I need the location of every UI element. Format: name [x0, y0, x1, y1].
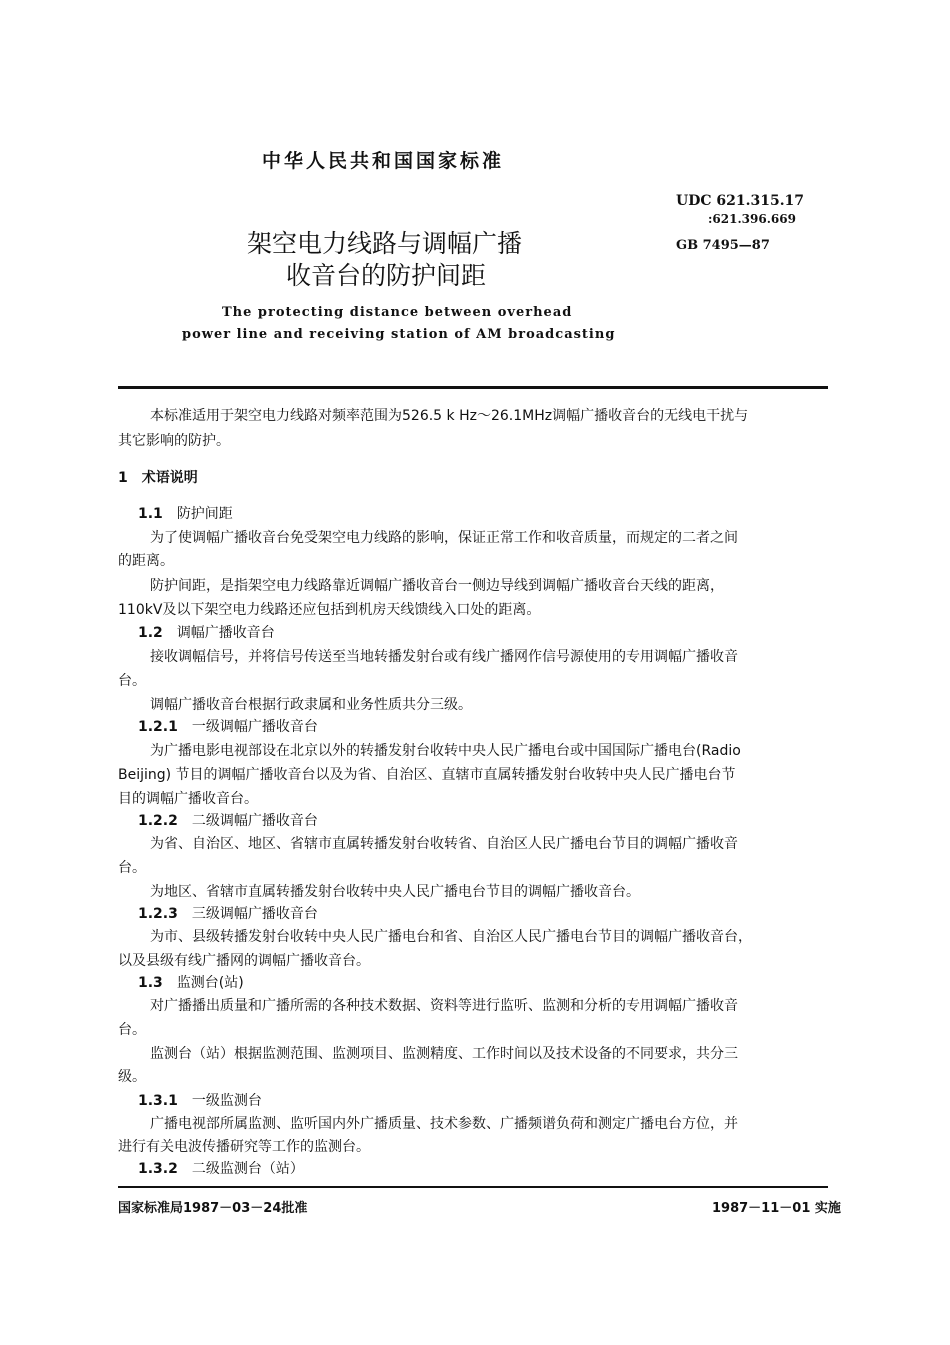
s11-p1-line-1: 为了使调幅广播收音台免受架空电力线路的影响，保证正常工作和收音质量，而规定的二者之间	[150, 530, 738, 546]
s12-p2: 调幅广播收音台根据行政隶属和业务性质共分三级。	[150, 697, 472, 713]
footer-divider	[118, 1186, 828, 1188]
gb-number: GB 7495—87	[676, 238, 770, 253]
section-number: 1.3.2	[138, 1161, 178, 1177]
section-title: 二级监测台（站）	[191, 1161, 304, 1177]
section-title: 三级调幅广播收音台	[191, 906, 318, 922]
intro-line-1: 本标准适用于架空电力线路对频率范围为526.5 k Hz～26.1MHz调幅广播收音台的无线电干扰与	[150, 408, 749, 424]
s11-p2-line-2: 110kV及以下架空电力线路还应包括到机房天线馈线入口处的距离。	[118, 602, 541, 618]
section-1-2-heading	[138, 622, 275, 642]
s131-p-line-2: 进行有关电波传播研究等工作的监测台。	[118, 1139, 370, 1155]
s13-p2-line-1: 监测台（站）根据监测范围、监测项目、监测精度、工作时间以及技术设备的不同要求，共分三	[150, 1046, 738, 1062]
s122-p2: 为地区、省辖市直属转播发射台收转中央人民广播电台节目的调幅广播收音台。	[150, 884, 640, 900]
s12-p1-line-1: 接收调幅信号，并将信号传送至当地转播发射台或有线广播网作信号源使用的专用调幅广播收音	[150, 649, 738, 665]
english-title-line-2: power line and receiving station of AM broadcasting	[182, 327, 616, 342]
section-1-2-1-heading	[138, 716, 318, 736]
s121-p-line-1: 为广播电影电视部设在北京以外的转播发射台收转中央人民广播电台或中国国际广播电台(Radio	[150, 743, 741, 759]
english-title-line-1: The protecting distance between overhead	[222, 305, 573, 320]
s121-p-line-2: Beijing) 节目的调幅广播收音台以及为省、自治区、直辖市直属转播发射台收转中央人民广播电台节	[118, 767, 736, 783]
s11-p1-line-2: 的距离。	[118, 553, 174, 569]
effective-date: 1987－11－01 实施	[712, 1201, 841, 1216]
s13-p2-line-2: 级。	[118, 1069, 146, 1085]
section-number: 1.1	[138, 506, 163, 522]
section-title: 监测台(站)	[176, 975, 244, 991]
udc-code-1: UDC 621.315.17	[676, 193, 805, 209]
section-1-2-2-heading	[138, 810, 318, 830]
udc-code-2: :621.396.669	[708, 212, 796, 226]
s131-p-line-1: 广播电视部所属监测、监听国内外广播质量、技术参数、广播频谱负荷和测定广播电台方位，并	[150, 1116, 738, 1132]
section-title: 防护间距	[176, 506, 233, 522]
section-title: 一级监测台	[191, 1093, 262, 1109]
title-line-2: 收音台的防护间距	[286, 261, 487, 290]
section-number: 1.2.1	[138, 719, 178, 735]
section-1-heading	[118, 467, 198, 487]
header-divider	[118, 386, 828, 389]
section-1-2-3-heading	[138, 903, 318, 923]
s12-p1-line-2: 台。	[118, 673, 146, 689]
section-number: 1.3.1	[138, 1093, 178, 1109]
s123-p-line-1: 为市、县级转播发射台收转中央人民广播电台和省、自治区人民广播电台节目的调幅广播收音台，	[150, 929, 752, 945]
section-number: 1.2.2	[138, 813, 178, 829]
s13-p1-line-2: 台。	[118, 1022, 146, 1038]
intro-line-2: 其它影响的防护。	[118, 433, 230, 449]
section-number: 1	[118, 470, 128, 486]
section-number: 1.2	[138, 625, 163, 641]
s122-p1-line-1: 为省、自治区、地区、省辖市直属转播发射台收转省、自治区人民广播电台节目的调幅广播收音	[150, 836, 738, 852]
approval-date: 国家标准局1987－03－24批准	[118, 1201, 308, 1216]
section-1-1-heading	[138, 503, 233, 523]
section-title: 调幅广播收音台	[176, 625, 275, 641]
s121-p-line-3: 目的调幅广播收音台。	[118, 791, 258, 807]
s13-p1-line-1: 对广播播出质量和广播所需的各种技术数据、资料等进行监听、监测和分析的专用调幅广播收音	[150, 998, 738, 1014]
s123-p-line-2: 以及县级有线广播网的调幅广播收音台。	[118, 953, 370, 969]
national-standard-label: 中华人民共和国国家标准	[262, 150, 505, 172]
section-title: 二级调幅广播收音台	[191, 813, 318, 829]
section-number: 1.2.3	[138, 906, 178, 922]
section-1-3-1-heading	[138, 1090, 262, 1110]
section-1-3-2-heading	[138, 1158, 304, 1178]
section-title: 术语说明	[141, 470, 198, 486]
s122-p1-line-2: 台。	[118, 860, 146, 876]
section-number: 1.3	[138, 975, 163, 991]
s11-p2-line-1: 防护间距，是指架空电力线路靠近调幅广播收音台一侧边导线到调幅广播收音台天线的距离，	[150, 578, 724, 594]
section-1-3-heading	[138, 972, 244, 992]
title-line-1: 架空电力线路与调幅广播	[247, 229, 523, 258]
section-title: 一级调幅广播收音台	[191, 719, 318, 735]
